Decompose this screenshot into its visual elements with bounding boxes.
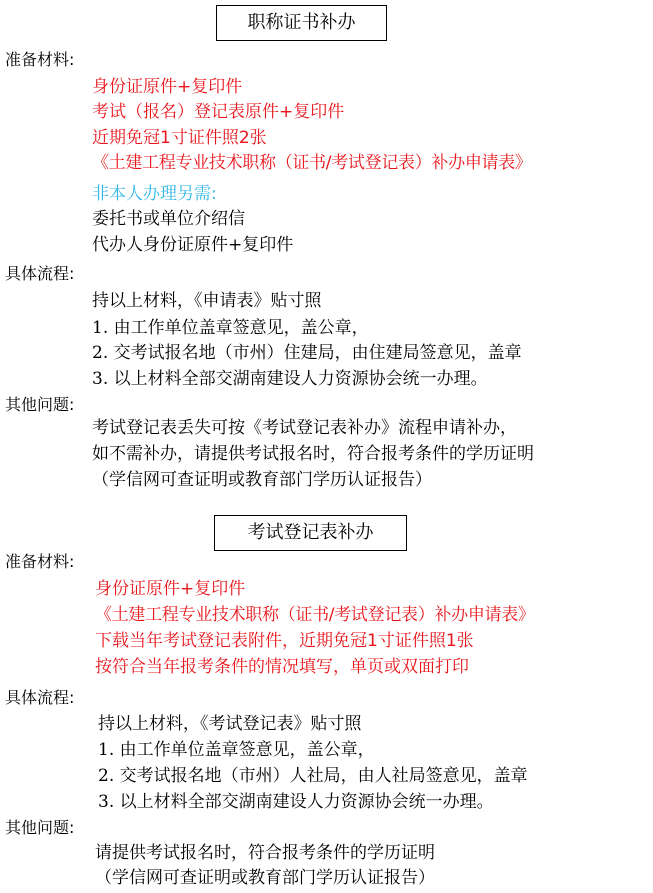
section2-other-2: （学信网可查证明或教育部门学历认证报告） [95,868,435,888]
section1-material-4: 《土建工程专业技术职称（证书/考试登记表）补办申请表》 [92,153,532,173]
section2-title: 考试登记表补办 [214,515,407,551]
section1-process-1: 持以上材料，《申请表》贴寸照 [92,291,322,311]
section1-process-2: 1. 由工作单位盖章签意见，盖公章， [92,318,369,338]
section2-process-4: 3. 以上材料全部交湖南建设人力资源协会统一办理。 [98,792,494,812]
section1-other-1: 考试登记表丢失可按《考试登记表补办》流程申请补办， [92,418,517,438]
section1-materials-label: 准备材料: [5,50,75,69]
section1-material-3: 近期免冠1寸证件照2张 [92,128,267,148]
section2-process-3: 2. 交考试报名地（市州）人社局，由人社局签意见，盖章 [98,766,528,786]
section1-material-1: 身份证原件+复印件 [92,77,243,97]
section2-process-label: 具体流程: [5,688,75,707]
section1-other-3: （学信网可查证明或教育部门学历认证报告） [92,470,432,490]
section2-other-label: 其他问题: [5,818,75,837]
section2-material-2: 《土建工程专业技术职称（证书/考试登记表）补办申请表》 [95,605,535,625]
section1-proxy-item-1: 委托书或单位介绍信 [92,209,245,229]
section2-materials-label: 准备材料: [5,552,75,571]
section2-other-1: 请提供考试报名时，符合报考条件的学历证明 [95,843,435,863]
section2-material-4: 按符合当年报考条件的情况填写，单页或双面打印 [95,657,469,677]
section1-process-label: 具体流程: [5,264,75,283]
section1-proxy-label: 非本人办理另需: [92,184,217,204]
section1-material-2: 考试（报名）登记表原件+复印件 [92,102,345,122]
section1-process-3: 2. 交考试报名地（市州）住建局，由住建局签意见，盖章 [92,343,522,363]
section2-process-2: 1. 由工作单位盖章签意见，盖公章， [98,740,375,760]
section2-process-1: 持以上材料，《考试登记表》贴寸照 [98,714,362,734]
section1-other-label: 其他问题: [5,395,75,414]
section2-material-1: 身份证原件+复印件 [95,579,246,599]
section2-material-3: 下载当年考试登记表附件，近期免冠1寸证件照1张 [95,631,474,651]
section1-other-2: 如不需补办，请提供考试报名时，符合报考条件的学历证明 [92,444,534,464]
section1-title: 职称证书补办 [216,5,387,41]
section1-process-4: 3. 以上材料全部交湖南建设人力资源协会统一办理。 [92,369,488,389]
section1-proxy-item-2: 代办人身份证原件+复印件 [92,235,294,255]
